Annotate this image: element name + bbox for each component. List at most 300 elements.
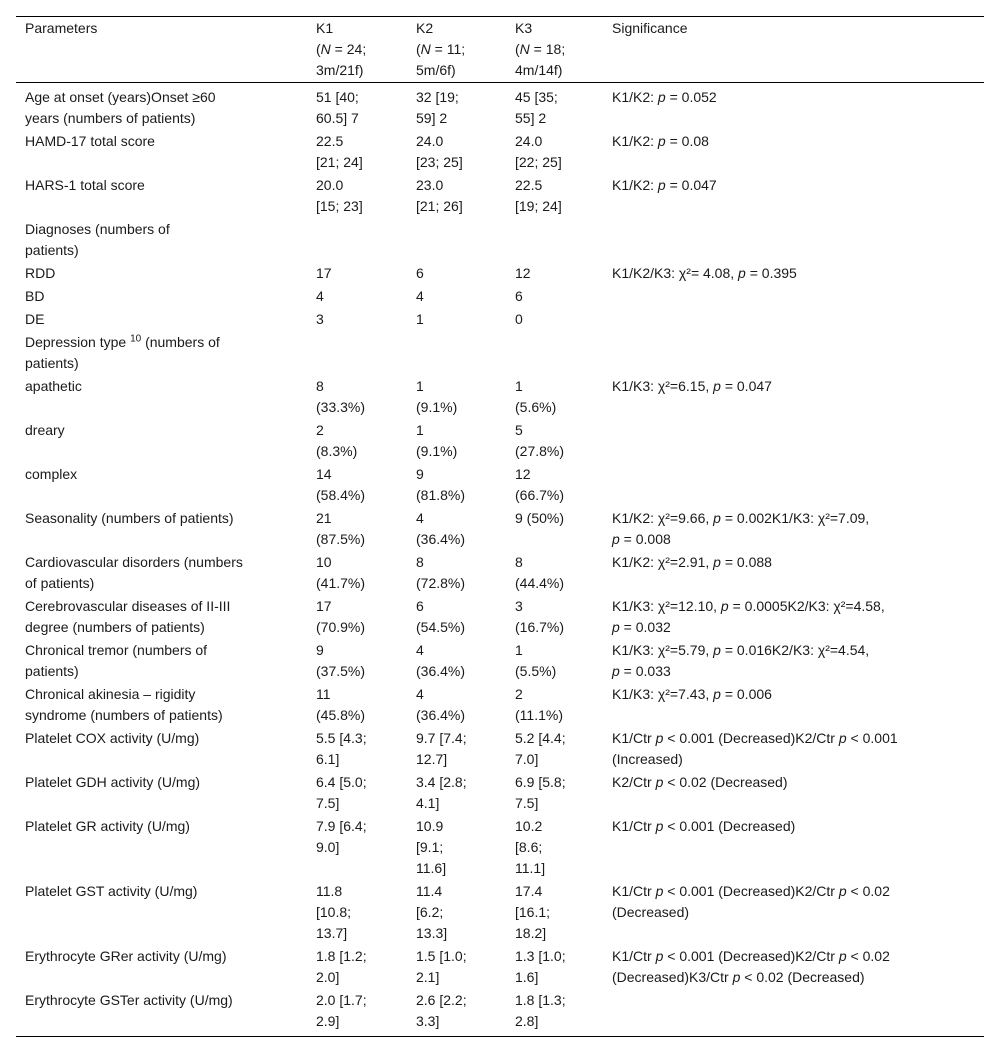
cell-line: DE <box>25 311 45 327</box>
cell-significance <box>603 375 984 419</box>
cell-line: 51 [40; <box>316 89 359 105</box>
cell-k2 <box>407 880 506 945</box>
cell-line: 9.0] <box>316 839 340 855</box>
cell-significance <box>603 727 984 771</box>
cell-significance <box>603 507 984 551</box>
cell-line: 8 <box>316 378 324 394</box>
cell-line: 8 <box>416 554 424 570</box>
cell-line: 3 <box>515 598 523 614</box>
cell-k3 <box>506 218 603 262</box>
cell-line: 6 <box>416 598 424 614</box>
cell-line: [21; 24] <box>316 154 363 170</box>
cell-line: (Decreased) <box>612 904 690 920</box>
cell-line: 2 <box>316 422 324 438</box>
cell-line: (81.8%) <box>416 487 466 503</box>
cell-k2 <box>407 595 506 639</box>
cell-line: (36.4%) <box>416 707 466 723</box>
cell-parameter <box>16 595 307 639</box>
cell-line: 12.7] <box>416 751 448 767</box>
cell-line: K1/Ctr p < 0.001 (Decreased) <box>612 818 796 834</box>
cell-parameter <box>16 727 307 771</box>
cell-line: (9.1%) <box>416 443 458 459</box>
cell-line: 17 <box>316 265 332 281</box>
cell-k3 <box>506 880 603 945</box>
cell-line: K1/Ctr p < 0.001 (Decreased)K2/Ctr p < 0.001 <box>612 730 898 746</box>
cell-parameter <box>16 419 307 463</box>
cell-k2 <box>407 551 506 595</box>
cell-parameter <box>16 308 307 331</box>
cell-line: (Decreased)K3/Ctr p < 0.02 (Decreased) <box>612 969 865 985</box>
cell-line: 18.2] <box>515 925 547 941</box>
cell-line: K1/K3: χ²=12.10, p = 0.0005K2/K3: χ²=4.58, <box>612 598 885 614</box>
cell-line: 9.7 [7.4; <box>416 730 467 746</box>
cell-line: 9 <box>316 642 324 658</box>
cell-parameter <box>16 507 307 551</box>
cell-k3 <box>506 463 603 507</box>
cell-line: (9.1%) <box>416 399 458 415</box>
cell-k1 <box>307 989 407 1037</box>
cell-significance <box>603 551 984 595</box>
cell-k1 <box>307 419 407 463</box>
cell-k1 <box>307 130 407 174</box>
cell-line: Chronical tremor (numbers of <box>25 642 208 658</box>
cell-line: 4 <box>416 288 424 304</box>
cell-significance <box>603 639 984 683</box>
cell-line: 11 <box>316 686 331 702</box>
cell-k1 <box>307 331 407 375</box>
cell-significance <box>603 174 984 218</box>
cell-k3 <box>506 815 603 880</box>
cell-line: 1.6] <box>515 969 539 985</box>
cell-line: 60.5] 7 <box>316 110 359 126</box>
cell-k2 <box>407 83 506 131</box>
cell-line: Cerebrovascular diseases of II-III <box>25 598 231 614</box>
cell-k1 <box>307 463 407 507</box>
cell-k2 <box>407 727 506 771</box>
table-row <box>16 683 984 727</box>
cell-k2 <box>407 771 506 815</box>
cell-significance <box>603 989 984 1037</box>
table-row <box>16 727 984 771</box>
cell-line: 2.6 [2.2; <box>416 992 467 1008</box>
cell-line: (41.7%) <box>316 575 366 591</box>
cell-line: 45 [35; <box>515 89 558 105</box>
cell-k3 <box>506 507 603 551</box>
cell-line: 23.0 <box>416 177 444 193</box>
cell-k3 <box>506 174 603 218</box>
cell-k2 <box>407 945 506 989</box>
cell-line: (16.7%) <box>515 619 565 635</box>
cell-significance <box>603 83 984 131</box>
cell-line: 22.5 <box>316 133 344 149</box>
cell-line: Chronical akinesia – rigidity <box>25 686 196 702</box>
cell-line: 1 <box>416 311 424 327</box>
cell-line: Platelet GDH activity (U/mg) <box>25 774 201 790</box>
table-row <box>16 639 984 683</box>
cell-line: complex <box>25 466 78 482</box>
cell-k2 <box>407 463 506 507</box>
cell-k1 <box>307 262 407 285</box>
cell-line: syndrome (numbers of patients) <box>25 707 223 723</box>
cell-line: 22.5 <box>515 177 543 193</box>
cell-significance <box>603 331 984 375</box>
cell-line: 6.1] <box>316 751 340 767</box>
cell-line: Erythrocyte GSTer activity (U/mg) <box>25 992 233 1008</box>
header-significance <box>603 17 984 83</box>
cell-k1 <box>307 308 407 331</box>
cell-line: Parameters <box>25 20 98 36</box>
header-k2 <box>407 17 506 83</box>
cell-line: HAMD-17 total score <box>25 133 155 149</box>
cell-line: 5.5 [4.3; <box>316 730 367 746</box>
cell-line: HARS-1 total score <box>25 177 145 193</box>
cell-line: 24.0 <box>515 133 543 149</box>
table-body <box>16 83 984 1037</box>
cell-line: [8.6; <box>515 839 543 855</box>
cell-k2 <box>407 308 506 331</box>
cell-line: [22; 25] <box>515 154 562 170</box>
cell-line: (72.8%) <box>416 575 466 591</box>
cell-line: Cardiovascular disorders (numbers <box>25 554 243 570</box>
cell-line: 1.5 [1.0; <box>416 948 467 964</box>
cell-line: K1/K2: χ²=2.91, p = 0.088 <box>612 554 772 570</box>
cell-parameter <box>16 771 307 815</box>
cell-k3 <box>506 375 603 419</box>
cell-line: 32 [19; <box>416 89 459 105</box>
cell-significance <box>603 815 984 880</box>
cell-line: 1 <box>515 378 523 394</box>
cell-line: K1/K2: p = 0.047 <box>612 177 717 193</box>
cell-parameter <box>16 880 307 945</box>
cell-line: 2.0] <box>316 969 340 985</box>
cell-line: K1/K2: p = 0.052 <box>612 89 717 105</box>
cell-line: 1.8 [1.3; <box>515 992 566 1008</box>
cell-parameter <box>16 375 307 419</box>
cell-k2 <box>407 285 506 308</box>
cell-k1 <box>307 815 407 880</box>
cell-line: 11.6] <box>416 860 447 876</box>
cell-line: 11.8 <box>316 883 343 899</box>
cell-line: 10 <box>316 554 332 570</box>
cell-line: K1/Ctr p < 0.001 (Decreased)K2/Ctr p < 0.02 <box>612 883 890 899</box>
cell-significance <box>603 771 984 815</box>
cell-k1 <box>307 83 407 131</box>
cell-line: patients) <box>25 355 79 371</box>
cell-line: K1/K2: χ²=9.66, p = 0.002K1/K3: χ²=7.09, <box>612 510 870 526</box>
cell-line: (58.4%) <box>316 487 366 503</box>
cell-line: [16.1; <box>515 904 551 920</box>
cell-parameter <box>16 989 307 1037</box>
table-row <box>16 551 984 595</box>
cell-line: (44.4%) <box>515 575 565 591</box>
cell-k3 <box>506 285 603 308</box>
table-row <box>16 331 984 375</box>
cell-line: years (numbers of patients) <box>25 110 196 126</box>
cell-line: (36.4%) <box>416 531 466 547</box>
cell-line: 1 <box>515 642 523 658</box>
cell-line: Diagnoses (numbers of <box>25 221 170 237</box>
cell-line: 24.0 <box>416 133 444 149</box>
cell-line: patients) <box>25 663 79 679</box>
cell-line: 5.2 [4.4; <box>515 730 566 746</box>
cell-line: [15; 23] <box>316 198 363 214</box>
cell-line: 1 <box>416 422 424 438</box>
cell-line: K1 <box>316 20 334 36</box>
cell-k3 <box>506 419 603 463</box>
table-row <box>16 595 984 639</box>
cell-k3 <box>506 771 603 815</box>
cell-line: 17 <box>316 598 332 614</box>
cell-line: 11.4 <box>416 883 443 899</box>
cell-k1 <box>307 551 407 595</box>
cell-line: patients) <box>25 242 79 258</box>
table-header <box>16 17 984 83</box>
cell-k2 <box>407 507 506 551</box>
cell-k1 <box>307 880 407 945</box>
cell-line: 8 <box>515 554 523 570</box>
cell-line: (36.4%) <box>416 663 466 679</box>
cell-line: (N = 24; <box>316 41 367 57</box>
cell-significance <box>603 683 984 727</box>
cell-line: Depression type $^{10}$ (numbers of <box>25 333 220 350</box>
cell-significance <box>603 880 984 945</box>
table-row <box>16 880 984 945</box>
cell-line: 9 <box>416 466 424 482</box>
cell-line: K1/K3: χ²=7.43, p = 0.006 <box>612 686 772 702</box>
cell-line: Platelet GR activity (U/mg) <box>25 818 190 834</box>
cell-line: 6.4 [5.0; <box>316 774 367 790</box>
cell-k3 <box>506 945 603 989</box>
cell-k1 <box>307 683 407 727</box>
cell-line: (5.5%) <box>515 663 557 679</box>
cell-line: RDD <box>25 265 56 281</box>
header-k1 <box>307 17 407 83</box>
cell-k2 <box>407 375 506 419</box>
cell-significance <box>603 285 984 308</box>
cell-line: (27.8%) <box>515 443 565 459</box>
cell-line: 1 <box>416 378 424 394</box>
cell-significance <box>603 945 984 989</box>
table-row <box>16 507 984 551</box>
cell-significance <box>603 595 984 639</box>
cell-line: (87.5%) <box>316 531 366 547</box>
table-row <box>16 771 984 815</box>
cell-k1 <box>307 174 407 218</box>
cell-k3 <box>506 308 603 331</box>
cell-line: of patients) <box>25 575 95 591</box>
cell-k2 <box>407 262 506 285</box>
cell-line: 2.1] <box>416 969 440 985</box>
cell-line: degree (numbers of patients) <box>25 619 205 635</box>
cell-line: K1/K3: χ²=5.79, p = 0.016K2/K3: χ²=4.54, <box>612 642 870 658</box>
cell-line: (5.6%) <box>515 399 557 415</box>
cell-line: 12 <box>515 466 531 482</box>
cell-line: p = 0.033 <box>612 663 671 679</box>
table-row <box>16 463 984 507</box>
cell-significance <box>603 262 984 285</box>
cell-parameter <box>16 83 307 131</box>
cell-parameter <box>16 262 307 285</box>
cell-line: (37.5%) <box>316 663 366 679</box>
table-row <box>16 130 984 174</box>
cell-line: 1.8 [1.2; <box>316 948 367 964</box>
cell-k1 <box>307 218 407 262</box>
cell-k3 <box>506 683 603 727</box>
cell-line: dreary <box>25 422 65 438</box>
cell-line: [9.1; <box>416 839 444 855</box>
cell-line: 17.4 <box>515 883 543 899</box>
cell-line: 7.9 [6.4; <box>316 818 367 834</box>
cell-line: [23; 25] <box>416 154 463 170</box>
cell-line: 59] 2 <box>416 110 448 126</box>
cell-k1 <box>307 595 407 639</box>
cell-line: K2 <box>416 20 434 36</box>
header-row <box>16 17 984 83</box>
cell-line: 2.8] <box>515 1013 539 1029</box>
cell-parameter <box>16 815 307 880</box>
cell-line: 1.3 [1.0; <box>515 948 566 964</box>
cell-line: 4 <box>416 510 424 526</box>
cell-line: 4 <box>416 642 424 658</box>
table-row <box>16 83 984 131</box>
cell-line: (Increased) <box>612 751 683 767</box>
table-row <box>16 375 984 419</box>
cell-parameter <box>16 331 307 375</box>
cell-k3 <box>506 331 603 375</box>
cell-line: Platelet GST activity (U/mg) <box>25 883 198 899</box>
cell-k3 <box>506 727 603 771</box>
cell-line: 9 (50%) <box>515 510 565 526</box>
cell-line: 6 <box>515 288 523 304</box>
cell-k3 <box>506 989 603 1037</box>
data-table <box>16 16 984 1037</box>
cell-line: p = 0.008 <box>612 531 671 547</box>
cell-line: 4m/14f) <box>515 62 563 78</box>
header-k3 <box>506 17 603 83</box>
cell-line: 2.0 [1.7; <box>316 992 367 1008</box>
cell-line: K3 <box>515 20 533 36</box>
cell-line: K1/Ctr p < 0.001 (Decreased)K2/Ctr p < 0.02 <box>612 948 890 964</box>
cell-k1 <box>307 771 407 815</box>
cell-parameter <box>16 463 307 507</box>
cell-line: (45.8%) <box>316 707 366 723</box>
cell-line: 7.5] <box>515 795 539 811</box>
cell-line: BD <box>25 288 45 304</box>
cell-k3 <box>506 83 603 131</box>
cell-line: apathetic <box>25 378 82 394</box>
cell-line: 0 <box>515 311 523 327</box>
table-row <box>16 989 984 1037</box>
cell-line: 4.1] <box>416 795 440 811</box>
cell-significance <box>603 463 984 507</box>
cell-parameter <box>16 551 307 595</box>
cell-k1 <box>307 727 407 771</box>
cell-line: 2.9] <box>316 1013 340 1029</box>
cell-line: 10.2 <box>515 818 543 834</box>
cell-line: 14 <box>316 466 332 482</box>
cell-parameter <box>16 130 307 174</box>
cell-k2 <box>407 639 506 683</box>
cell-significance <box>603 419 984 463</box>
cell-line: 7.0] <box>515 751 539 767</box>
cell-line: 10.9 <box>416 818 444 834</box>
cell-k1 <box>307 507 407 551</box>
cell-line: 12 <box>515 265 531 281</box>
cell-parameter <box>16 285 307 308</box>
cell-line: (33.3%) <box>316 399 366 415</box>
cell-line: 7.5] <box>316 795 340 811</box>
cell-line: K1/K2/K3: χ²= 4.08, p = 0.395 <box>612 265 797 281</box>
cell-line: 20.0 <box>316 177 344 193</box>
cell-line: [19; 24] <box>515 198 562 214</box>
cell-line: (11.1%) <box>515 707 563 723</box>
cell-line: 6 <box>416 265 424 281</box>
table-row <box>16 308 984 331</box>
cell-line: (70.9%) <box>316 619 366 635</box>
cell-k1 <box>307 945 407 989</box>
cell-line: 13.7] <box>316 925 348 941</box>
cell-line: Platelet COX activity (U/mg) <box>25 730 200 746</box>
cell-line: Age at onset (years)Onset ≥60 <box>25 89 216 105</box>
table-row <box>16 218 984 262</box>
cell-line: 3.4 [2.8; <box>416 774 467 790</box>
header-parameters <box>16 17 307 83</box>
cell-k2 <box>407 989 506 1037</box>
cell-k3 <box>506 551 603 595</box>
cell-k2 <box>407 174 506 218</box>
cell-line: 4 <box>416 686 424 702</box>
cell-parameter <box>16 218 307 262</box>
table-row <box>16 815 984 880</box>
cell-line: 2 <box>515 686 523 702</box>
cell-line: 5m/6f) <box>416 62 456 78</box>
cell-k3 <box>506 130 603 174</box>
cell-k2 <box>407 815 506 880</box>
table-row <box>16 174 984 218</box>
cell-line: Erythrocyte GRer activity (U/mg) <box>25 948 227 964</box>
table-row <box>16 945 984 989</box>
cell-line: 13.3] <box>416 925 448 941</box>
cell-line: K2/Ctr p < 0.02 (Decreased) <box>612 774 788 790</box>
cell-significance <box>603 308 984 331</box>
table-row <box>16 285 984 308</box>
cell-k2 <box>407 331 506 375</box>
cell-line: 3.3] <box>416 1013 440 1029</box>
table-row <box>16 262 984 285</box>
cell-k2 <box>407 218 506 262</box>
cell-significance <box>603 218 984 262</box>
cell-k2 <box>407 683 506 727</box>
cell-k2 <box>407 419 506 463</box>
cell-line: 11.1] <box>515 860 546 876</box>
cell-line: Significance <box>612 20 688 36</box>
cell-line: 5 <box>515 422 523 438</box>
cell-line: 55] 2 <box>515 110 547 126</box>
cell-k2 <box>407 130 506 174</box>
cell-line: Seasonality (numbers of patients) <box>25 510 234 526</box>
cell-k3 <box>506 639 603 683</box>
cell-line: K1/K2: p = 0.08 <box>612 133 709 149</box>
cell-significance <box>603 130 984 174</box>
cell-parameter <box>16 683 307 727</box>
cell-line: [6.2; <box>416 904 444 920</box>
cell-line: (54.5%) <box>416 619 466 635</box>
cell-line: K1/K3: χ²=6.15, p = 0.047 <box>612 378 772 394</box>
cell-line: 21 <box>316 510 332 526</box>
cell-line: [21; 26] <box>416 198 463 214</box>
cell-line: 4 <box>316 288 324 304</box>
cell-line: (8.3%) <box>316 443 358 459</box>
